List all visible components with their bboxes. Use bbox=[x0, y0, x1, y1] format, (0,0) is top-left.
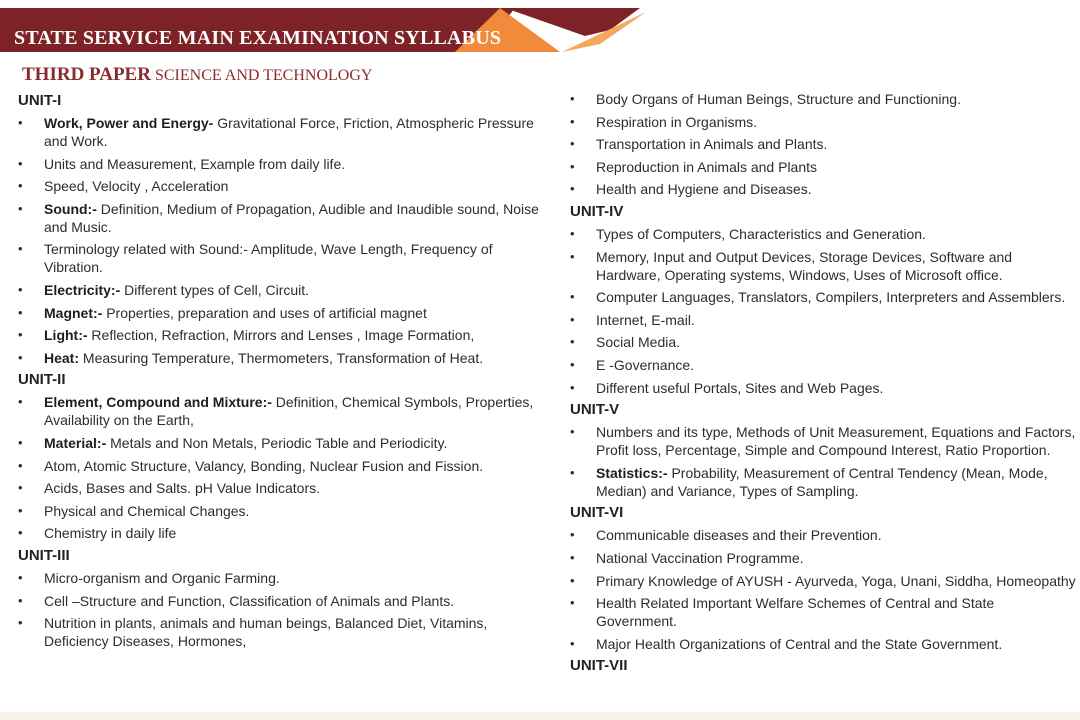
bullet-icon: • bbox=[570, 225, 575, 241]
paper-subject: SCIENCE AND TECHNOLOGY bbox=[154, 67, 373, 84]
topic-text: Definition, Medium of Propagation, Audible and Inaudible sound, Noise and Music. bbox=[44, 200, 539, 235]
topic-text: E -Governance. bbox=[596, 356, 695, 373]
paper-number: THIRD PAPER bbox=[22, 64, 151, 85]
topic-term: Light:- bbox=[44, 327, 88, 344]
bullet-icon: • bbox=[570, 311, 575, 327]
topic-text: Health and Hygiene and Diseases. bbox=[596, 181, 812, 198]
topic-text: Respiration in Organisms. bbox=[596, 113, 758, 130]
topic-text: Different useful Portals, Sites and Web Pages. bbox=[596, 379, 884, 396]
unit-topic-list bbox=[570, 90, 1076, 198]
bullet-icon: • bbox=[570, 136, 575, 152]
topic-text: Atom, Atomic Structure, Valancy, Bonding, Nuclear Fusion and Fission. bbox=[44, 457, 484, 474]
topic-text: Different types of Cell, Circuit. bbox=[120, 281, 310, 298]
topic-text: Reproduction in Animals and Plants bbox=[596, 158, 818, 175]
topic-text: Micro-organism and Organic Farming. bbox=[44, 569, 280, 586]
topic-text: Internet, E-mail. bbox=[596, 311, 695, 328]
topic-text: Metals and Non Metals, Periodic Table and Periodicity. bbox=[106, 434, 448, 451]
topic-item bbox=[570, 180, 1076, 198]
topic-item bbox=[18, 457, 548, 475]
topic-item bbox=[18, 479, 548, 497]
bullet-icon: • bbox=[18, 178, 23, 194]
topic-item bbox=[570, 288, 1076, 306]
bullet-icon: • bbox=[570, 549, 575, 565]
topic-text: Definition, Chemical Symbols, Properties, Availability on the Earth, bbox=[44, 394, 534, 429]
unit-heading: UNIT-IV bbox=[570, 202, 624, 220]
bullet-icon: • bbox=[18, 241, 23, 257]
topic-item bbox=[18, 304, 548, 322]
topic-text: Measuring Temperature, Thermometers, Transformation of Heat. bbox=[79, 349, 484, 366]
topic-item bbox=[18, 177, 548, 195]
topic-item bbox=[18, 200, 548, 236]
topic-text: National Vaccination Programme. bbox=[596, 549, 804, 566]
banner-title: STATE SERVICE MAIN EXAMINATION SYLLABUS bbox=[14, 27, 502, 49]
bullet-icon: • bbox=[18, 200, 23, 216]
topic-item bbox=[18, 326, 548, 344]
topic-term: Magnet:- bbox=[44, 304, 103, 321]
topic-item bbox=[570, 356, 1076, 374]
topic-item bbox=[18, 569, 548, 587]
topic-item bbox=[570, 594, 1076, 630]
topic-text: Primary Knowledge of AYUSH - Ayurveda, Yoga, Unani, Siddha, Homeopathy bbox=[596, 572, 1076, 589]
unit-heading: UNIT-II bbox=[18, 371, 66, 389]
bullet-icon: • bbox=[18, 592, 23, 608]
unit-heading: UNIT-I bbox=[18, 92, 62, 109]
bullet-icon: • bbox=[570, 424, 575, 440]
topic-item bbox=[18, 240, 548, 276]
unit-heading: UNIT-V bbox=[570, 401, 620, 419]
topic-item bbox=[18, 349, 548, 367]
topic-item bbox=[570, 464, 1076, 500]
topic-item bbox=[18, 502, 548, 520]
topic-item bbox=[570, 333, 1076, 351]
topic-term: Statistics:- bbox=[596, 464, 668, 481]
topic-item bbox=[570, 423, 1076, 459]
topic-item bbox=[570, 135, 1076, 153]
topic-term: Material:- bbox=[44, 434, 107, 451]
topic-item bbox=[18, 614, 548, 650]
bullet-icon: • bbox=[18, 457, 23, 473]
topic-item bbox=[18, 524, 548, 542]
unit-heading: UNIT-III bbox=[18, 546, 70, 564]
topic-text: Memory, Input and Output Devices, Storage Devices, Software and Hardware, Operating systems, Windows, Uses of Microsoft office. bbox=[596, 248, 1013, 283]
bullet-icon: • bbox=[570, 334, 575, 350]
topic-text: Acids, Bases and Salts. pH Value Indicators. bbox=[44, 480, 320, 497]
bullet-icon: • bbox=[570, 527, 575, 543]
bullet-icon: • bbox=[18, 115, 23, 130]
topic-text: Physical and Chemical Changes. bbox=[44, 502, 250, 519]
topic-text: Health Related Important Welfare Schemes of Central and State Government. bbox=[596, 595, 995, 630]
topic-item bbox=[570, 379, 1076, 397]
unit-topic-list bbox=[18, 569, 548, 650]
topic-item bbox=[570, 90, 1076, 108]
topic-text: Cell –Structure and Function, Classification of Animals and Plants. bbox=[44, 592, 455, 609]
topic-text: Body Organs of Human Beings, Structure and Functioning. bbox=[596, 91, 961, 107]
bullet-icon: • bbox=[570, 181, 575, 197]
topic-item bbox=[18, 281, 548, 299]
unit-topic-list bbox=[18, 393, 548, 542]
bullet-icon: • bbox=[570, 595, 575, 611]
bullet-icon: • bbox=[18, 155, 23, 171]
bullet-icon: • bbox=[18, 434, 23, 450]
bullet-icon: • bbox=[570, 91, 575, 106]
unit-heading: UNIT-VI bbox=[570, 504, 624, 522]
topic-item bbox=[570, 158, 1076, 176]
topic-text: Probability, Measurement of Central Tendency (Mean, Mode, Median) and Variance, Types of Sampling. bbox=[596, 464, 1048, 499]
topic-item bbox=[570, 635, 1076, 653]
topic-item bbox=[570, 549, 1076, 567]
topic-item bbox=[570, 113, 1076, 131]
topic-text: Gravitational Force, Friction, Atmospheric Pressure and Work. bbox=[44, 115, 534, 149]
topic-item bbox=[570, 572, 1076, 590]
bullet-icon: • bbox=[18, 304, 23, 320]
bullet-icon: • bbox=[18, 480, 23, 496]
topic-term: Sound:- bbox=[44, 200, 97, 217]
bullet-icon: • bbox=[18, 349, 23, 365]
header-banner bbox=[0, 8, 1080, 52]
topic-item bbox=[570, 526, 1076, 544]
paper-heading bbox=[22, 64, 372, 86]
topic-term: Element, Compound and Mixture:- bbox=[44, 394, 272, 411]
bullet-icon: • bbox=[18, 525, 23, 541]
unit-heading: UNIT-VII bbox=[570, 657, 628, 675]
topic-item bbox=[18, 114, 548, 150]
bullet-icon: • bbox=[570, 635, 575, 651]
bullet-icon: • bbox=[18, 281, 23, 297]
topic-text: Units and Measurement, Example from daily life. bbox=[44, 155, 346, 172]
bullet-icon: • bbox=[18, 502, 23, 518]
bullet-icon: • bbox=[570, 158, 575, 174]
bullet-icon: • bbox=[570, 356, 575, 372]
unit-topic-list bbox=[570, 423, 1076, 500]
bullet-icon: • bbox=[570, 113, 575, 129]
unit-topic-list bbox=[570, 526, 1076, 652]
topic-text: Major Health Organizations of Central and the State Government. bbox=[596, 635, 1003, 652]
bullet-icon: • bbox=[570, 289, 575, 305]
topic-item bbox=[570, 248, 1076, 284]
topic-text: Nutrition in plants, animals and human beings, Balanced Diet, Vitamins, Deficiency Diseases, Hormones, bbox=[44, 615, 488, 650]
bullet-icon: • bbox=[18, 569, 23, 585]
left-column bbox=[18, 92, 548, 655]
topic-item bbox=[18, 155, 548, 173]
topic-text: Reflection, Refraction, Mirrors and Lenses , Image Formation, bbox=[87, 327, 475, 344]
bullet-icon: • bbox=[570, 464, 575, 480]
bullet-icon: • bbox=[570, 248, 575, 264]
topic-term: Heat: bbox=[44, 349, 80, 366]
unit-topic-list bbox=[18, 114, 548, 367]
bullet-icon: • bbox=[18, 327, 23, 343]
topic-text: Computer Languages, Translators, Compilers, Interpreters and Assemblers. bbox=[596, 289, 1066, 306]
topic-term: Electricity:- bbox=[44, 281, 121, 298]
footer-band bbox=[0, 712, 1080, 720]
topic-text: Social Media. bbox=[596, 334, 681, 351]
right-column bbox=[570, 90, 1076, 679]
topic-text: Chemistry in daily life bbox=[44, 525, 177, 542]
topic-item bbox=[18, 434, 548, 452]
topic-item bbox=[18, 592, 548, 610]
topic-item bbox=[570, 311, 1076, 329]
bullet-icon: • bbox=[570, 572, 575, 588]
topic-text: Communicable diseases and their Prevention. bbox=[596, 527, 882, 544]
topic-text: Speed, Velocity , Acceleration bbox=[44, 178, 229, 195]
topic-text: Transportation in Animals and Plants. bbox=[596, 136, 828, 153]
bullet-icon: • bbox=[570, 379, 575, 395]
topic-text: Terminology related with Sound:- Amplitude, Wave Length, Frequency of Vibration. bbox=[44, 241, 493, 276]
topic-text: Properties, preparation and uses of artificial magnet bbox=[102, 304, 427, 321]
unit-topic-list bbox=[570, 225, 1076, 397]
topic-item bbox=[18, 393, 548, 429]
topic-item bbox=[570, 225, 1076, 243]
topic-term: Work, Power and Energy- bbox=[44, 115, 214, 131]
topic-text: Numbers and its type, Methods of Unit Measurement, Equations and Factors, Profit loss, Percentage, Simple and Compound Interest, Ratio Proportion. bbox=[596, 424, 1076, 459]
bullet-icon: • bbox=[18, 615, 23, 631]
topic-text: Types of Computers, Characteristics and Generation. bbox=[596, 225, 926, 242]
bullet-icon: • bbox=[18, 394, 23, 410]
